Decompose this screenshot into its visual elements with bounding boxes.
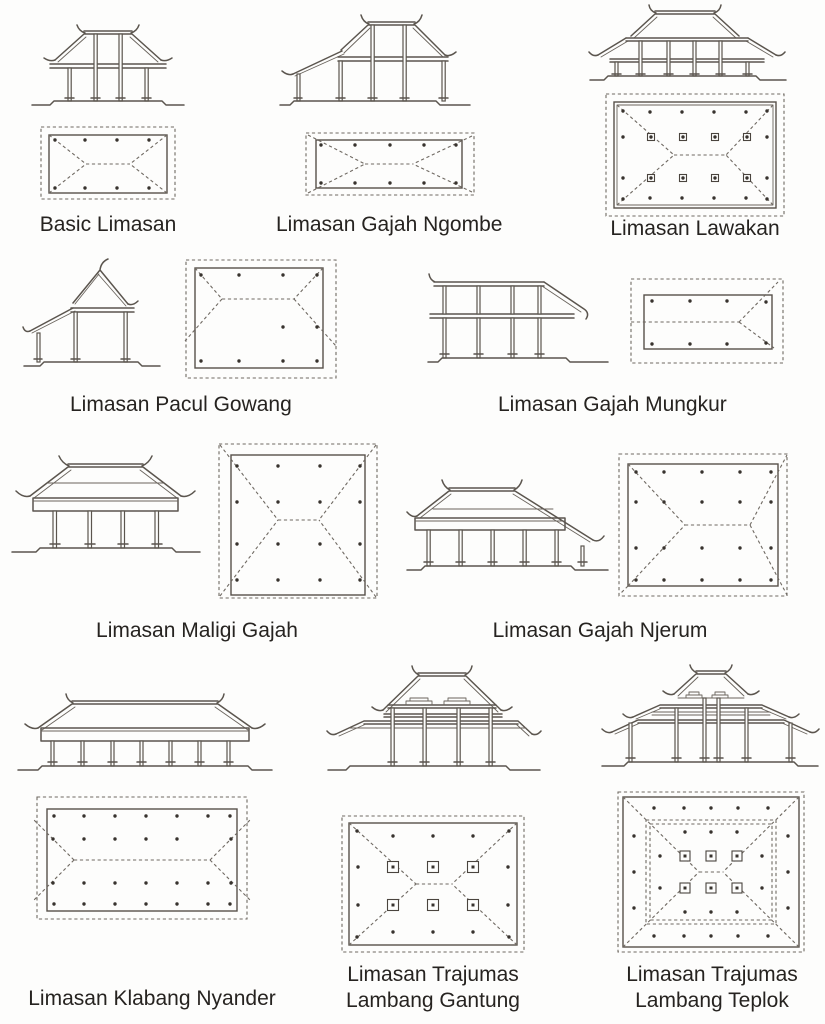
gantung-inner-columns bbox=[388, 862, 479, 911]
label-basic-limasan: Basic Limasan bbox=[39, 213, 177, 236]
label-limasan-klabang-nyander: Limasan Klabang Nyander bbox=[28, 987, 276, 1010]
limasan-gajah-mungkur-plan bbox=[628, 276, 786, 366]
label-limasan-gajah-ngombe: Limasan Gajah Ngombe bbox=[276, 213, 503, 236]
limasan-maligi-gajah-elevation bbox=[8, 450, 203, 568]
caption-basic-limasan bbox=[8, 212, 208, 238]
label-limasan-maligi-gajah: Limasan Maligi Gajah bbox=[96, 619, 298, 642]
limasan-trajumas-lambang-teplok-elevation bbox=[600, 664, 820, 778]
caption-limasan-gajah-mungkur bbox=[498, 392, 727, 418]
limasan-gajah-njerum-plan bbox=[616, 450, 790, 600]
limasan-maligi-gajah-plan bbox=[216, 440, 380, 602]
label-limasan-lawakan: Limasan Lawakan bbox=[610, 217, 780, 240]
label-limasan-pacul-gowang: Limasan Pacul Gowang bbox=[70, 393, 292, 416]
basic-limasan-plan bbox=[38, 124, 178, 204]
caption-limasan-maligi-gajah bbox=[87, 618, 307, 644]
basic-limasan-elevation bbox=[28, 18, 188, 113]
caption-limasan-lawakan bbox=[585, 216, 805, 242]
limasan-gajah-mungkur-elevation bbox=[426, 266, 611, 376]
label-limasan-gajah-mungkur: Limasan Gajah Mungkur bbox=[498, 393, 727, 416]
limasan-klabang-nyander-elevation bbox=[16, 692, 274, 782]
limasan-gajah-ngombe-elevation bbox=[278, 10, 473, 115]
caption-limasan-trajumas-lambang-teplok bbox=[602, 962, 822, 1014]
label-limasan-trajumas-gantung-line1: Limasan Trajumas bbox=[347, 963, 519, 986]
limasan-lawakan-plan bbox=[602, 90, 788, 220]
caption-limasan-gajah-njerum bbox=[490, 618, 710, 644]
caption-limasan-klabang-nyander bbox=[22, 986, 282, 1012]
label-limasan-trajumas-teplok-line1: Limasan Trajumas bbox=[626, 963, 798, 986]
caption-limasan-pacul-gowang bbox=[70, 392, 290, 418]
label-limasan-trajumas-gantung-line2: Lambang Gantung bbox=[346, 989, 520, 1012]
label-limasan-trajumas-teplok-line2: Lambang Teplok bbox=[635, 989, 789, 1012]
limasan-gajah-ngombe-plan bbox=[303, 127, 478, 202]
label-limasan-gajah-njerum: Limasan Gajah Njerum bbox=[492, 619, 708, 642]
caption-limasan-gajah-ngombe bbox=[276, 212, 503, 238]
limasan-trajumas-lambang-teplok-plan bbox=[614, 788, 808, 956]
limasan-klabang-nyander-plan bbox=[32, 792, 252, 926]
lawakan-inner-columns bbox=[648, 134, 751, 182]
caption-limasan-trajumas-lambang-gantung bbox=[323, 962, 543, 1014]
limasan-trajumas-lambang-gantung-elevation bbox=[326, 664, 542, 782]
limasan-gajah-njerum-elevation bbox=[405, 474, 610, 579]
limasan-pacul-gowang-plan bbox=[182, 254, 340, 380]
limasan-pacul-gowang-elevation bbox=[22, 256, 162, 391]
limasan-trajumas-lambang-gantung-plan bbox=[336, 810, 530, 958]
limasan-lawakan-elevation bbox=[588, 2, 788, 87]
